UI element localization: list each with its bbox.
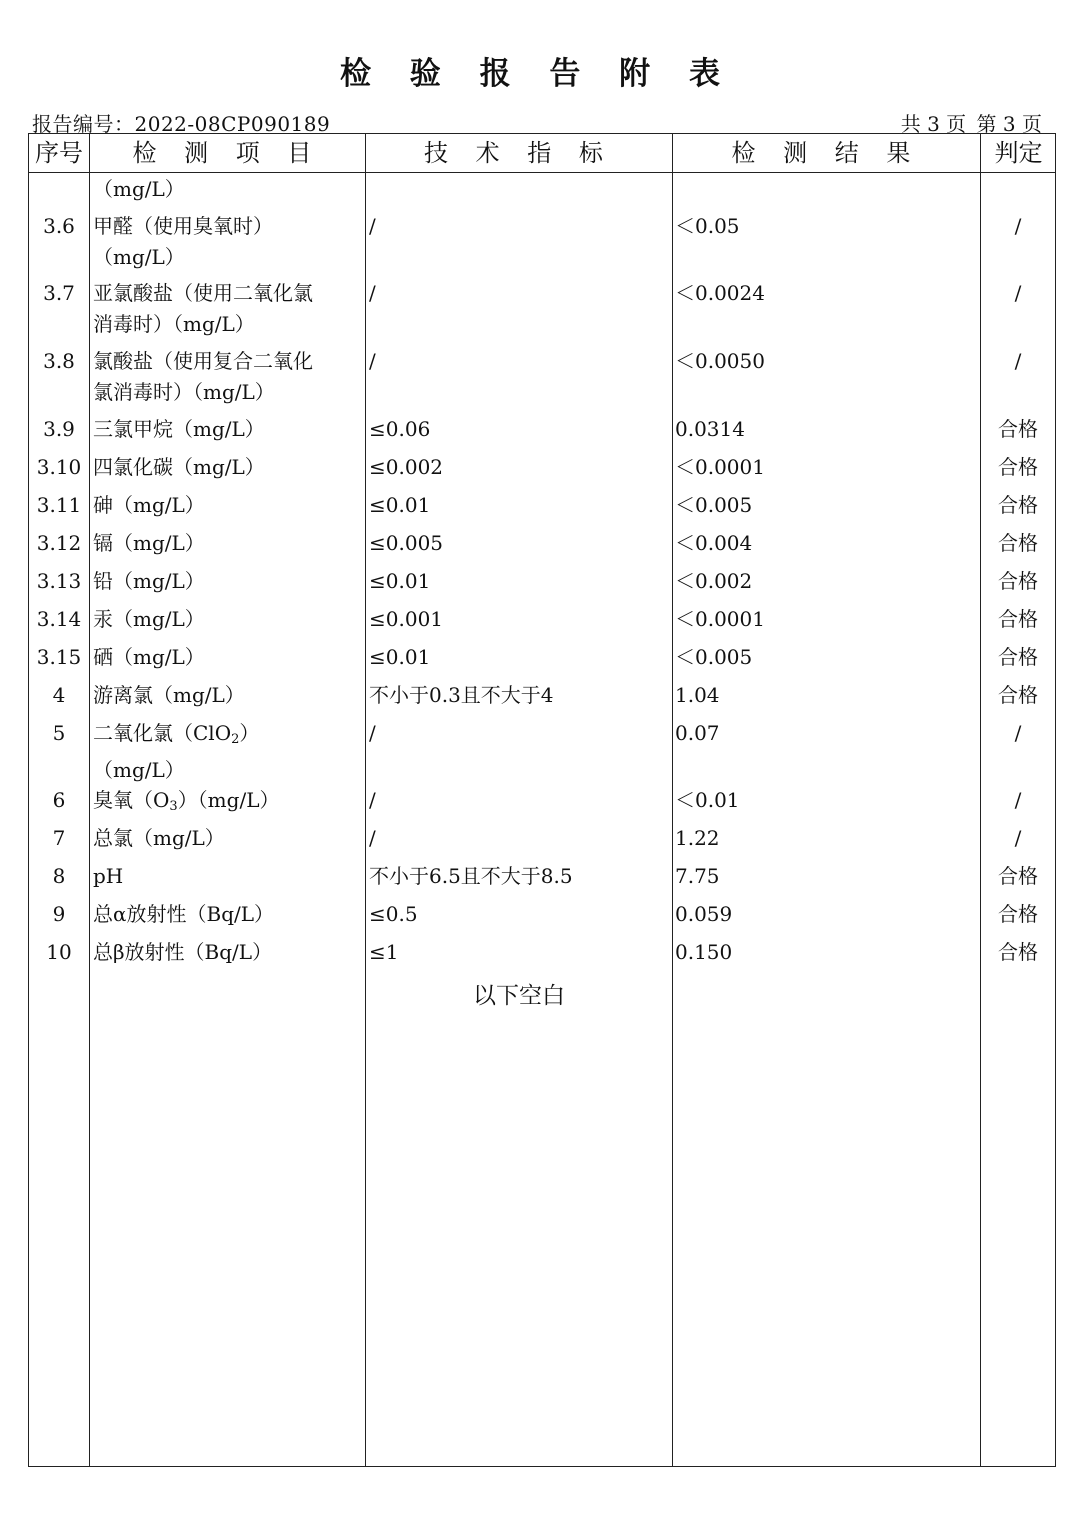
report-number-value: 2022-08CP090189 — [134, 112, 331, 136]
header-divider — [29, 172, 1055, 173]
no-cell: 3.13 — [36, 569, 82, 593]
judge-cell: 合格 — [998, 455, 1038, 479]
judge-cell: 合格 — [998, 417, 1038, 441]
judge-cell: / — [1014, 281, 1022, 305]
result-cell: ＜0.01 — [675, 788, 740, 812]
item-cell: 镉（mg/L） — [93, 531, 205, 555]
no-cell: 3.8 — [43, 349, 75, 373]
spec-cell: / — [369, 349, 376, 373]
item-cell: 总氯（mg/L） — [93, 826, 225, 850]
no-cell: 3.11 — [36, 493, 82, 517]
no-cell: 3.14 — [36, 607, 82, 631]
judge-cell: 合格 — [998, 902, 1038, 926]
spec-cell: ≤0.002 — [369, 455, 444, 479]
item-cell — [93, 211, 361, 273]
spec-cell: ≤0.5 — [369, 902, 418, 926]
item-line: 消毒时）（mg/L） — [93, 312, 255, 336]
item-cell: 四氯化碳（mg/L） — [93, 455, 265, 479]
item-cell — [93, 346, 361, 408]
no-cell: 3.9 — [43, 417, 75, 441]
judge-cell: / — [1014, 214, 1022, 238]
item-cell: 总α放射性（Bq/L） — [93, 902, 275, 926]
table-row — [29, 899, 1055, 937]
spec-cell: ≤0.01 — [369, 645, 431, 669]
spec-cell: 不小于0.3且不大于4 — [369, 683, 554, 707]
item-subscript: 2 — [231, 732, 240, 747]
result-cell: ＜0.05 — [675, 214, 740, 238]
judge-cell: 合格 — [998, 940, 1038, 964]
judge-cell: 合格 — [998, 531, 1038, 555]
table-row — [29, 346, 1055, 414]
spec-cell: ≤1 — [369, 940, 399, 964]
column-header-result: 检 测 结 果 — [731, 139, 921, 167]
spec-cell: ≤0.06 — [369, 417, 431, 441]
table-row — [29, 490, 1055, 528]
no-cell: 3.6 — [43, 214, 75, 238]
judge-cell: 合格 — [998, 569, 1038, 593]
item-cell: 三氯甲烷（mg/L） — [93, 417, 265, 441]
item-cell: 总β放射性（Bq/L） — [93, 940, 273, 964]
page-total: 共 3 页 — [900, 112, 967, 136]
result-cell: 0.0314 — [675, 417, 745, 441]
table-row — [29, 528, 1055, 566]
result-cell: ＜0.005 — [675, 645, 753, 669]
spec-cell: / — [369, 214, 376, 238]
spec-cell: / — [369, 281, 376, 305]
item-text: 臭氧（O — [93, 788, 170, 812]
spec-cell: 不小于6.5且不大于8.5 — [369, 864, 573, 888]
no-cell: 9 — [52, 902, 66, 926]
item-cell — [93, 718, 361, 786]
judge-cell: / — [1014, 826, 1022, 850]
item-line: （mg/L） — [93, 245, 185, 269]
item-cell: 硒（mg/L） — [93, 645, 205, 669]
item-line: （mg/L） — [93, 758, 185, 782]
judge-cell: / — [1014, 788, 1022, 812]
table-row — [29, 718, 1055, 785]
column-header-item: 检 测 项 目 — [132, 139, 322, 167]
blank-below-note: 以下空白 — [473, 983, 565, 1009]
column-header-spec: 技 术 指 标 — [424, 139, 613, 167]
table-row — [29, 937, 1055, 975]
result-cell: 1.22 — [675, 826, 720, 850]
judge-cell: 合格 — [998, 645, 1038, 669]
judge-cell: 合格 — [998, 683, 1038, 707]
page-current: 第 3 页 — [976, 112, 1042, 136]
item-subscript: 3 — [169, 799, 178, 814]
result-cell: ＜0.002 — [675, 569, 753, 593]
item-cell: pH — [93, 864, 124, 888]
result-cell: 0.150 — [675, 940, 733, 964]
spec-cell: ≤0.01 — [369, 569, 431, 593]
spec-cell: / — [369, 826, 376, 850]
item-cell: 游离氯（mg/L） — [93, 683, 245, 707]
item-line: 亚氯酸盐（使用二氧化氯 — [93, 281, 313, 305]
table-row — [29, 861, 1055, 899]
result-cell: 0.07 — [675, 721, 720, 745]
table-row — [29, 211, 1055, 278]
spec-cell: ≤0.005 — [369, 531, 444, 555]
judge-cell: 合格 — [998, 607, 1038, 631]
table-row — [29, 785, 1055, 823]
spec-cell: / — [369, 721, 376, 745]
judge-cell: 合格 — [998, 864, 1038, 888]
result-cell: ＜0.0024 — [675, 281, 765, 305]
table-row — [29, 174, 1055, 211]
spec-cell: ≤0.001 — [369, 607, 444, 631]
item-cell: 汞（mg/L） — [93, 607, 205, 631]
no-cell: 8 — [52, 864, 66, 888]
result-cell: ＜0.004 — [675, 531, 753, 555]
table-row — [29, 642, 1055, 680]
table-body — [29, 174, 1055, 975]
item-line: 氯消毒时）（mg/L） — [93, 380, 275, 404]
spec-cell: ≤0.01 — [369, 493, 431, 517]
no-cell: 3.7 — [43, 281, 75, 305]
result-cell: ＜0.0050 — [675, 349, 765, 373]
table-row — [29, 278, 1055, 346]
no-cell: 6 — [52, 788, 66, 812]
no-cell: 10 — [46, 940, 72, 964]
result-cell: 1.04 — [675, 683, 720, 707]
no-cell: 7 — [52, 826, 66, 850]
item-line: 氯酸盐（使用复合二氧化 — [93, 349, 313, 373]
judge-cell: / — [1014, 349, 1022, 373]
spec-cell: / — [369, 788, 376, 812]
result-cell: 7.75 — [675, 864, 720, 888]
item-line: 甲醛（使用臭氧时） — [93, 214, 273, 238]
item-cell — [93, 278, 361, 340]
results-table — [28, 133, 1056, 1467]
no-cell: 3.10 — [36, 455, 82, 479]
report-number-label: 报告编号： — [32, 112, 135, 136]
table-row — [29, 452, 1055, 490]
result-cell: ＜0.0001 — [675, 455, 765, 479]
column-header-judge: 判定 — [994, 139, 1043, 167]
item-line — [93, 718, 361, 755]
item-cell: 砷（mg/L） — [93, 493, 205, 517]
table-row — [29, 604, 1055, 642]
result-cell: ＜0.0001 — [675, 607, 765, 631]
no-cell: 3.15 — [36, 645, 82, 669]
page-title: 检 验 报 告 附 表 — [340, 56, 734, 92]
judge-cell: / — [1014, 721, 1022, 745]
table-row — [29, 566, 1055, 604]
result-cell: ＜0.005 — [675, 493, 753, 517]
item-text: ） — [239, 721, 260, 745]
table-row — [29, 823, 1055, 861]
judge-cell: 合格 — [998, 493, 1038, 517]
item-text: ）（mg/L） — [177, 788, 280, 812]
no-cell: 3.12 — [36, 531, 82, 555]
item-cell: （mg/L） — [93, 177, 185, 201]
column-header-no: 序号 — [35, 139, 83, 167]
table-row — [29, 680, 1055, 718]
item-text: 二氧化氯（ClO — [93, 721, 232, 745]
result-cell: 0.059 — [675, 902, 733, 926]
table-row — [29, 414, 1055, 452]
no-cell: 4 — [52, 683, 66, 707]
no-cell: 5 — [52, 721, 66, 745]
item-cell — [93, 785, 361, 822]
item-cell: 铅（mg/L） — [93, 569, 205, 593]
